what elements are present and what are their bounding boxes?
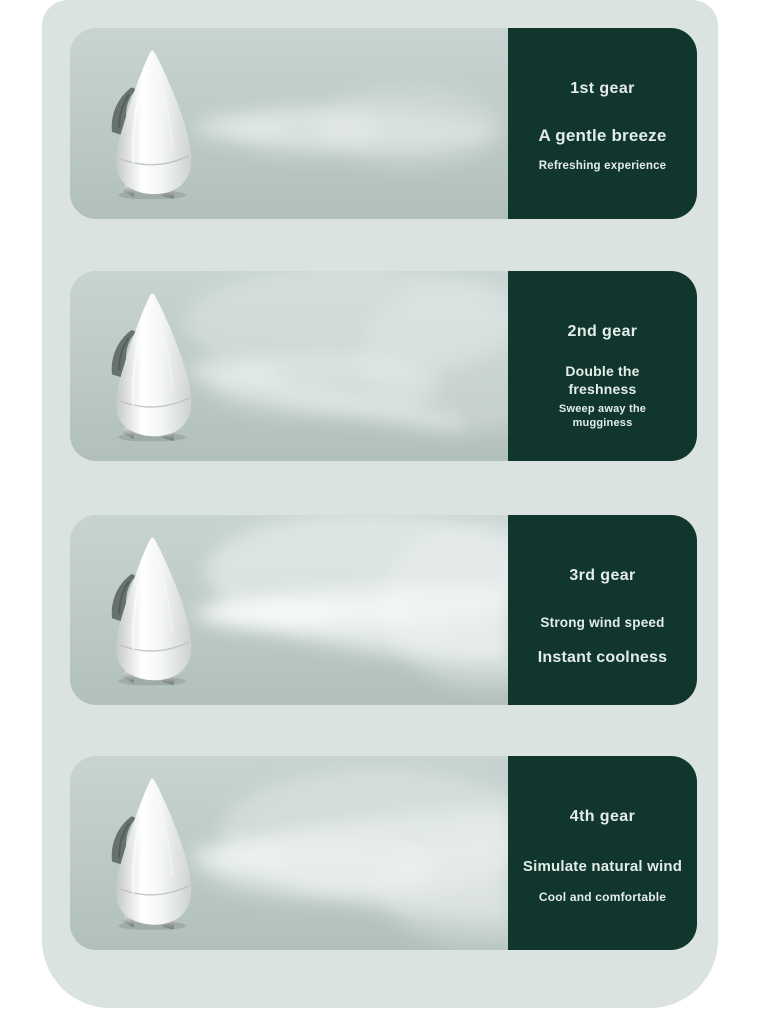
gear-info-panel-1	[508, 28, 697, 219]
gear-subtext: Sweep away the mugginess	[558, 403, 647, 429]
gear-tagline: Simulate natural wind	[522, 858, 683, 875]
gear-info-panel-3	[508, 515, 697, 705]
gear-tagline: Strong wind speed	[540, 615, 665, 630]
gear-subtext: Refreshing experience	[538, 160, 667, 172]
gear-info-panel-2	[508, 271, 697, 461]
gear-card-1	[70, 28, 697, 219]
mist-gentle-icon	[192, 86, 502, 166]
mist-strong-icon	[192, 515, 508, 688]
gear-tagline: Double the freshness	[565, 363, 640, 397]
gear-title: 3rd gear	[569, 567, 636, 584]
gear-subtext: Cool and comfortable	[538, 890, 667, 904]
gear-title: 1st gear	[570, 80, 635, 97]
fan-illustration	[70, 515, 508, 705]
mist-wide-icon	[190, 769, 508, 948]
fan-mist-visual-3	[70, 515, 508, 705]
fan-mist-visual-4	[70, 756, 508, 950]
fan-mist-visual-1	[70, 28, 508, 219]
humidifier-fan-icon	[112, 779, 192, 931]
gear-card-4	[70, 756, 697, 950]
gear-title: 2nd gear	[567, 323, 638, 340]
gear-card-2	[70, 271, 697, 461]
humidifier-fan-icon	[112, 537, 192, 685]
mist-medium-icon	[185, 271, 508, 432]
fan-illustration	[70, 756, 508, 950]
content-panel	[42, 0, 718, 1008]
gear-card-3	[70, 515, 697, 705]
gear-title: 4th gear	[569, 808, 636, 825]
humidifier-fan-icon	[112, 50, 192, 199]
humidifier-fan-icon	[112, 293, 192, 441]
fan-mist-visual-2	[70, 271, 508, 461]
gear-info-panel-4	[508, 756, 697, 950]
gear-tagline: A gentle breeze	[538, 126, 667, 145]
gear-subtext: Instant coolness	[537, 649, 668, 666]
fan-illustration	[70, 28, 508, 219]
fan-illustration	[70, 271, 508, 461]
